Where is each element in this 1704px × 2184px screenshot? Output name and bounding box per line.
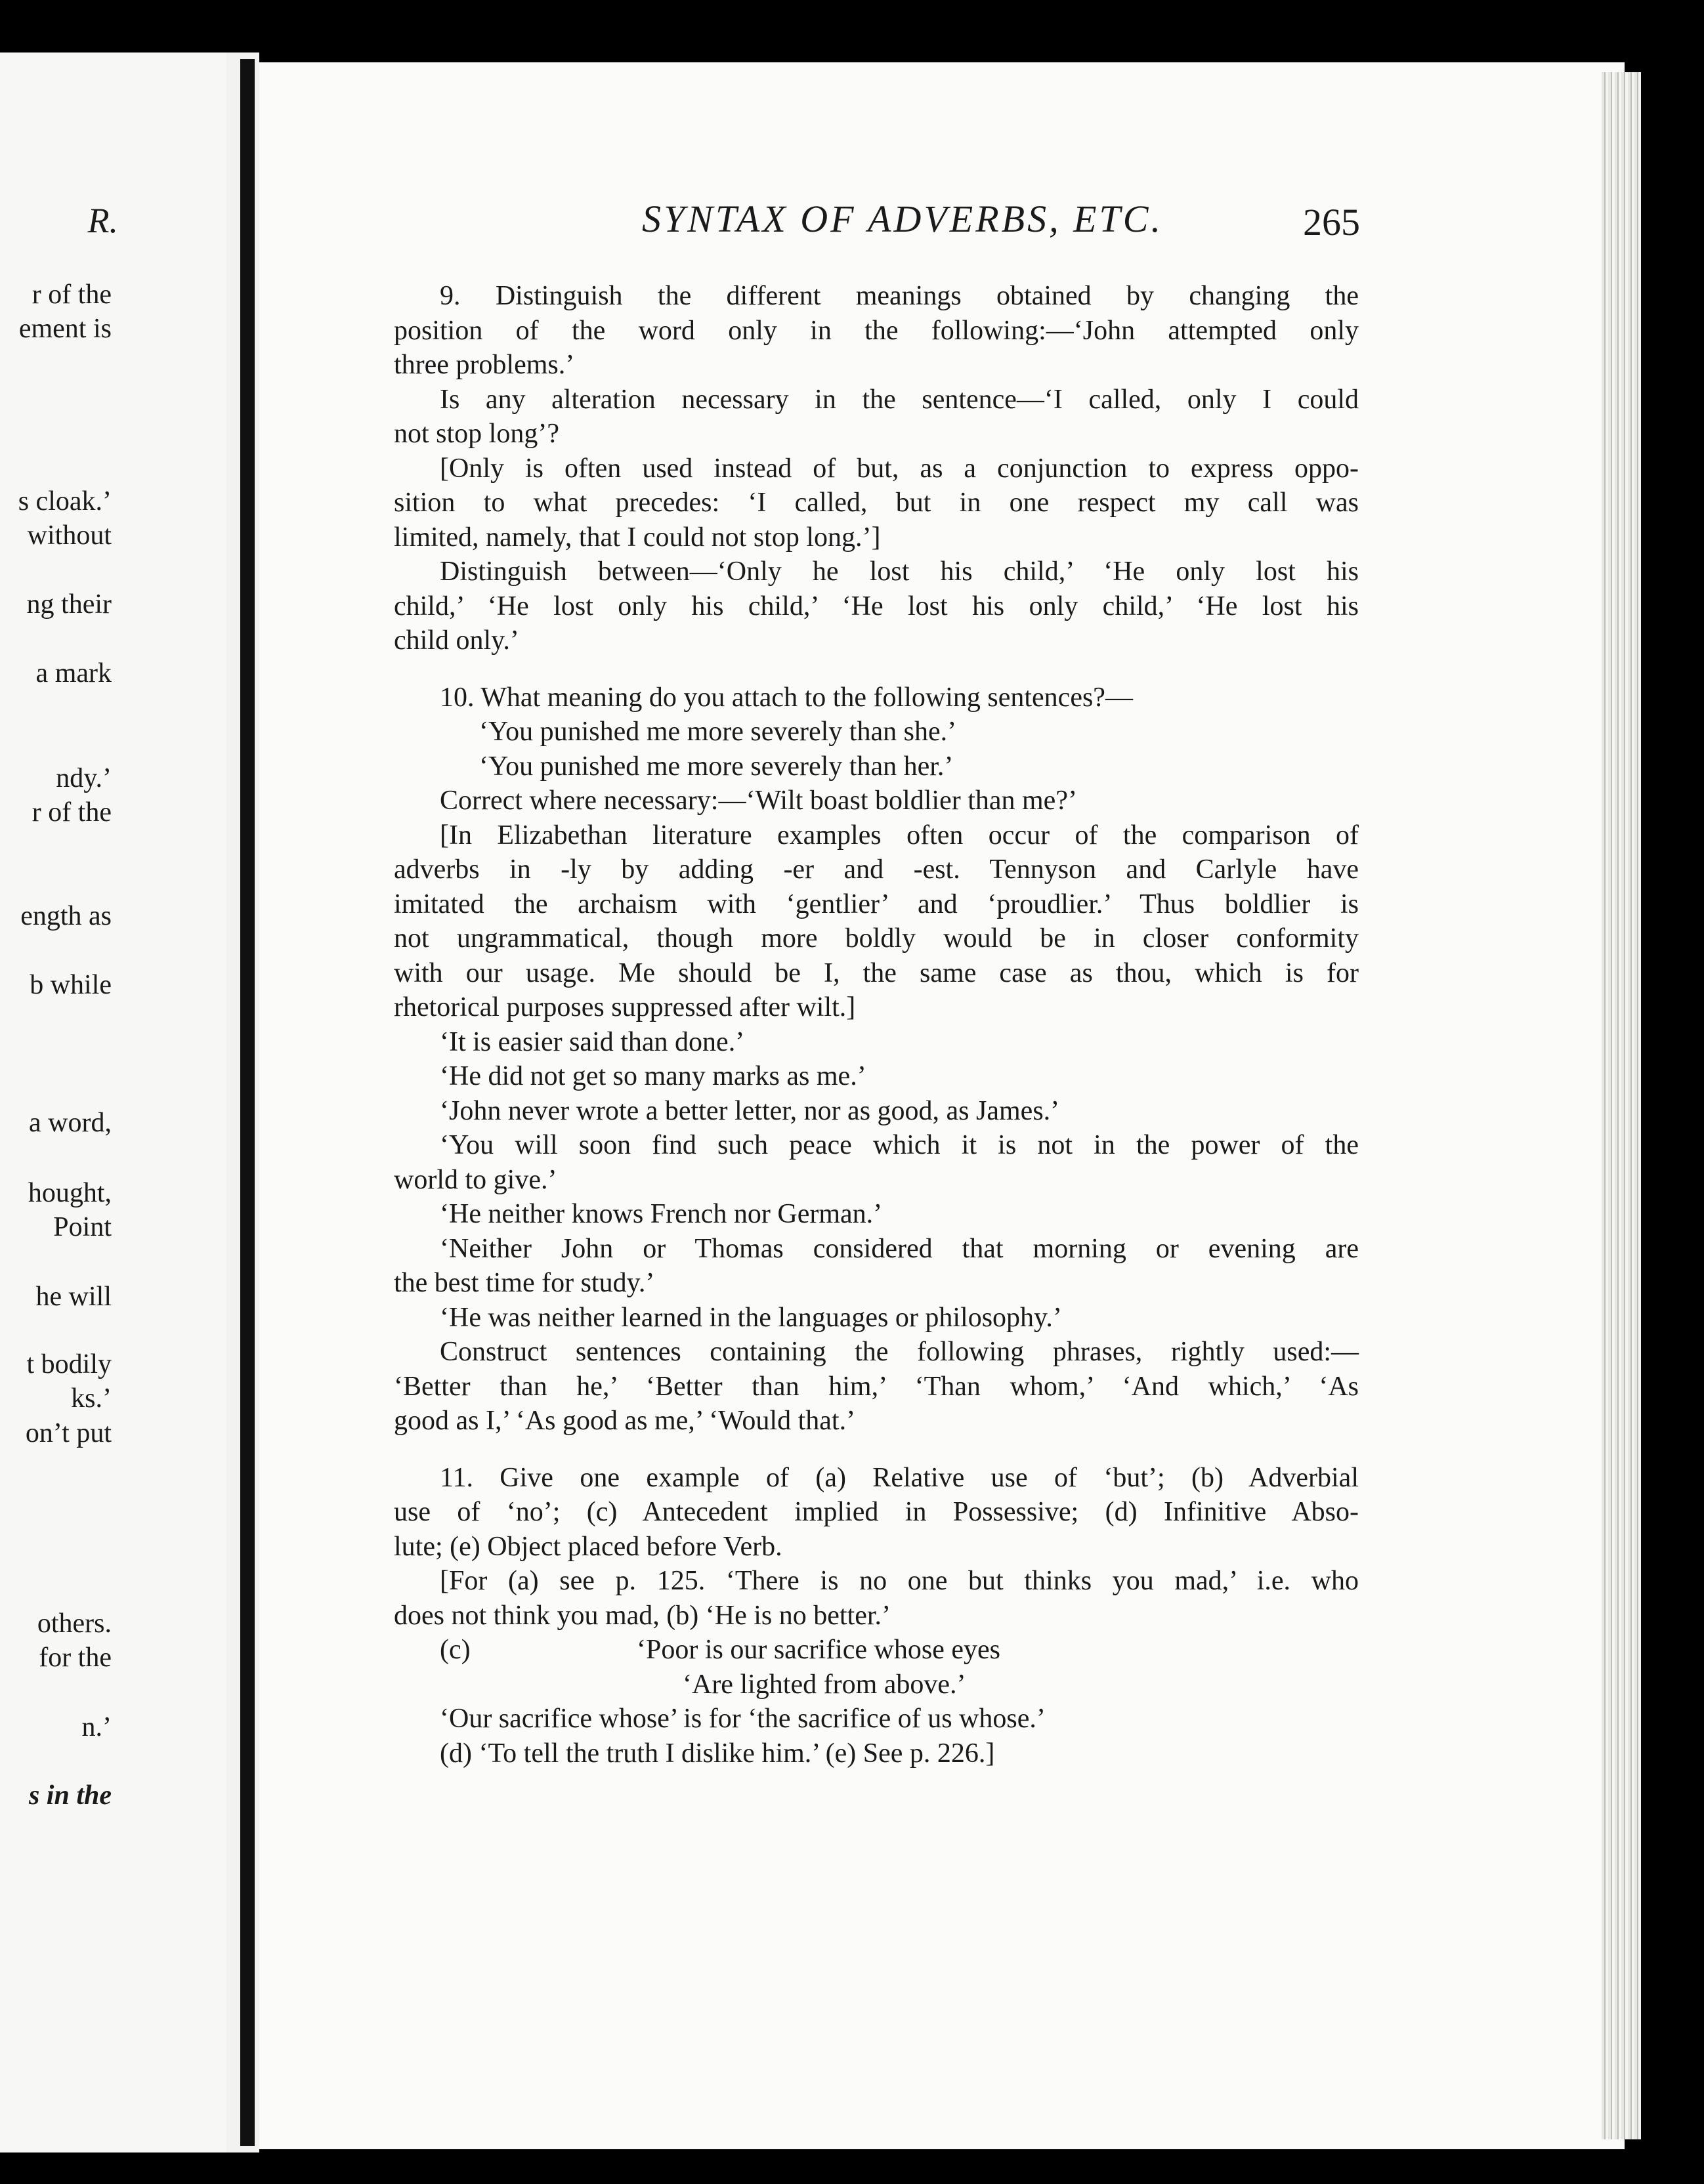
q10-line: with our usage. Me should be I, the same case as thou, which is for [394,957,1359,988]
facing-page-fragment: without [27,520,112,551]
q10-line: ‘You punished me more severely than she.’ [479,717,957,747]
q11-line: (d) ‘To tell the truth I dislike him.’ (e) See p. 226.] [440,1738,995,1769]
q10-line: rhetorical purposes suppressed after wilt.] [394,992,856,1022]
page-number: 265 [1303,201,1360,243]
q11-line: lute; (e) Object placed before Verb. [394,1531,782,1562]
q9-line: Distinguish between—‘Only he lost his child,’ ‘He only lost his [440,556,1359,587]
q10-line: adverbs in -ly by adding -er and -est. Tennyson and Carlyle have [394,854,1359,885]
q10-line: ‘Better than he,’ ‘Better than him,’ ‘Than whom,’ ‘And which,’ ‘As [394,1371,1359,1402]
facing-page-fragment: t bodily [26,1349,112,1379]
q10-line: imitated the archaism with ‘gentlier’ and ‘proudlier.’ Thus boldlier is [394,889,1359,919]
q11-line: 11. Give one example of (a) Relative use of ‘but’; (b) Adverbial [440,1462,1359,1493]
facing-page-fragment: r of the [32,280,112,310]
facing-page-fragment: Point [53,1212,112,1242]
q9-line: position of the word only in the following:—‘John attempted only [394,315,1359,346]
q9-line: not stop long’? [394,419,559,449]
section-gap [394,1438,1359,1461]
q10-line: ‘John never wrote a better letter, nor as good, as James.’ [440,1095,1060,1126]
q10-line: ‘He did not get so many marks as me.’ [440,1061,866,1091]
section-gap [394,658,1359,681]
q11-verse: ‘Are lighted from above.’ [683,1669,966,1700]
q9-line: [Only is often used instead of but, as a conjunction to express oppo- [440,453,1359,484]
q10-line: ‘You will soon find such peace which it is not in the power of the [440,1130,1359,1160]
facing-page-fragment: s in the [28,1780,112,1811]
q10-line: ‘He neither knows French nor German.’ [440,1199,883,1229]
running-head: SYNTAX OF ADVERBS, ETC. [642,198,1163,240]
q9-line: limited, namely, that I could not stop long.’] [394,522,881,553]
page-body [394,279,1359,1771]
q9-line: sition to what precedes: ‘I called, but in one respect my call was [394,488,1359,518]
q10-line: Construct sentences containing the following phrases, rightly used:— [440,1337,1359,1367]
q10-line: world to give.’ [394,1164,557,1195]
q10-line: the best time for study.’ [394,1268,655,1298]
q11-line: use of ‘no’; (c) Antecedent implied in Possessive; (d) Infinitive Abso- [394,1497,1359,1527]
q10-line: ‘You punished me more severely than her.’ [479,751,954,782]
facing-page-fragment: hought, [28,1178,112,1208]
q11-line: [For (a) see p. 125. ‘There is no one but thinks you mad,’ i.e. who [440,1566,1359,1596]
q9-line: child,’ ‘He lost only his child,’ ‘He lost his only child,’ ‘He lost his [394,591,1359,621]
facing-page-fragment: ks.’ [71,1383,112,1414]
q9-line: Is any alteration necessary in the sentence—‘I called, only I could [440,384,1359,415]
facing-page [0,52,226,2152]
facing-page-fragment: n.’ [81,1712,112,1742]
q9-line: three problems.’ [394,350,575,380]
facing-page-fragment: on’t put [25,1418,112,1448]
facing-page-fragment: ndy.’ [56,763,112,793]
facing-page-fragment: a word, [29,1108,112,1138]
facing-page-fragment: b while [30,970,112,1000]
q10-line: ‘He was neither learned in the languages or philosophy.’ [440,1302,1062,1333]
q10-line: 10. What meaning do you attach to the following sentences?— [440,682,1133,713]
q10-line: ‘Neither John or Thomas considered that morning or evening are [440,1233,1359,1264]
q11-label-c: (c) [440,1635,471,1665]
facing-page-fragment: ng their [26,589,112,620]
q11-line: does not think you mad, (b) ‘He is no better.’ [394,1600,891,1631]
facing-page-fragment: a mark [35,658,112,688]
facing-page-fragment: others. [37,1608,112,1639]
page-edges [1602,72,1641,2139]
facing-page-fragment: for the [39,1643,112,1673]
facing-page-fragment: ength as [20,901,112,931]
facing-page-fragment: s cloak.’ [18,486,112,516]
q10-line: Correct where necessary:—‘Wilt boast boldlier than me?’ [440,786,1077,816]
q9-line: 9. Distinguish the different meanings obtained by changing the [440,281,1359,311]
binding-shadow [240,59,255,2146]
q11-line: ‘Our sacrifice whose’ is for ‘the sacrifice of us whose.’ [440,1704,1046,1734]
q11-verse: ‘Poor is our sacrifice whose eyes [637,1635,1000,1665]
facing-page-fragment: ement is [18,314,112,344]
q9-line: child only.’ [394,625,519,656]
facing-page-fragment: R. [87,201,118,240]
q10-line: [In Elizabethan literature examples often occur of the comparison of [440,820,1359,850]
q11-quote-line [394,1633,1359,1668]
facing-page-fragment: r of the [32,797,112,828]
q10-line: ‘It is easier said than done.’ [440,1026,745,1057]
q10-line: not ungrammatical, though more boldly would be in closer conformity [394,923,1359,954]
q10-line: good as I,’ ‘As good as me,’ ‘Would that.’ [394,1406,856,1436]
facing-page-fragment: he will [35,1282,112,1312]
